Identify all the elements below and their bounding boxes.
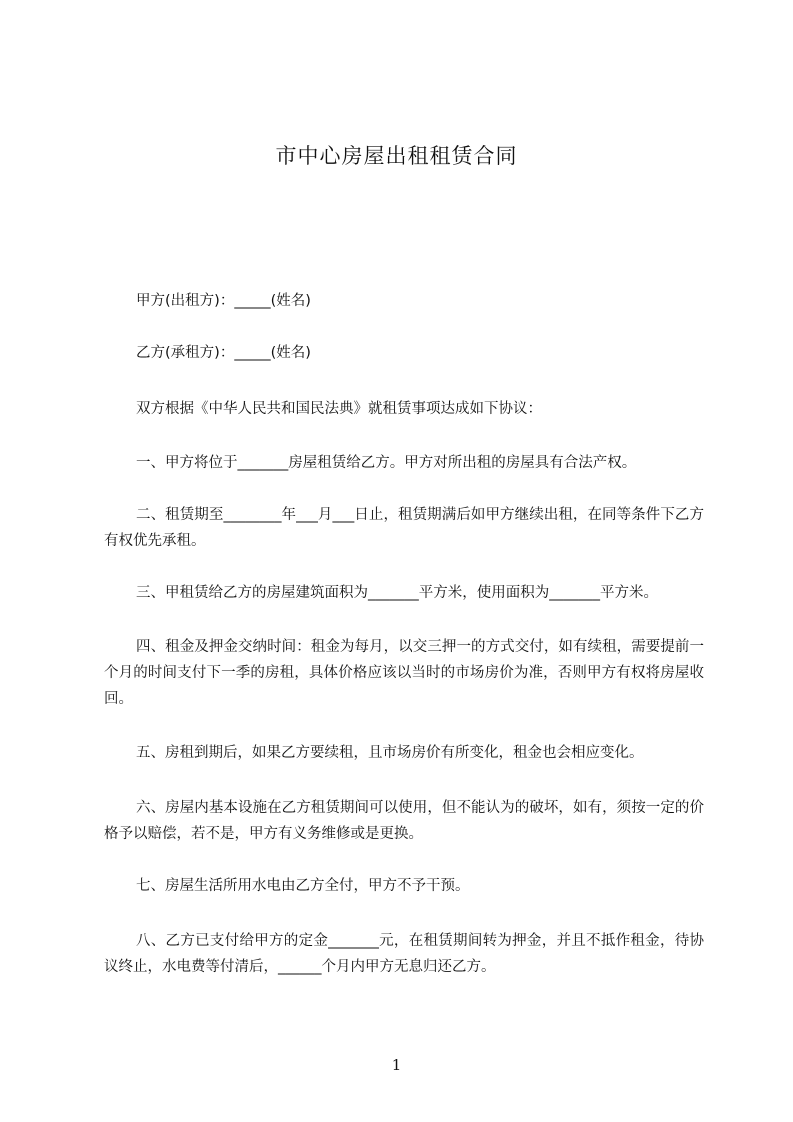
clause-8: 八、乙方已支付给甲方的定金_______元，在租赁期间转为押金，并且不抵作租金，待协议终止，水电费等付清后，______个月内甲方无息归还乙方。 xyxy=(104,933,704,975)
clause-2: 二、租赁期至________年___月___日止，租赁期满后如甲方继续出租，在同等条件下乙方有权优先承租。 xyxy=(104,507,704,549)
clause-5: 五、房租到期后，如果乙方要续租，且市场房价有所变化，租金也会相应变化。 xyxy=(136,745,644,761)
clause-6: 六、房屋内基本设施在乙方租赁期间可以使用，但不能认为的破坏，如有，须按一定的价格予以赔偿，若不是，甲方有义务维修或是更换。 xyxy=(104,800,704,842)
agreement-intro: 双方根据《中华人民共和国民法典》就租赁事项达成如下协议： xyxy=(136,401,542,417)
clause-7: 七、房屋生活所用水电由乙方全付，甲方不予干预。 xyxy=(136,878,470,894)
party-a-line: 甲方(出租方)：_____(姓名) xyxy=(136,293,311,309)
document-title: 市中心房屋出租租赁合同 xyxy=(275,144,518,168)
clause-4: 四、租金及押金交纳时间：租金为每月，以交三押一的方式交付，如有续租，需要提前一个月的时间支付下一季的房租，具体价格应该以当时的市场房价为准，否则甲方有权将房屋收回。 xyxy=(104,639,704,707)
clause-1: 一、甲方将位于_______房屋租赁给乙方。甲方对所出租的房屋具有合法产权。 xyxy=(136,455,637,471)
page-number: 1 xyxy=(391,1056,402,1074)
party-b-line: 乙方(承租方)：_____(姓名) xyxy=(136,345,311,361)
clause-3: 三、甲租赁给乙方的房屋建筑面积为_______平方米，使用面积为_______平方米。 xyxy=(136,585,658,601)
